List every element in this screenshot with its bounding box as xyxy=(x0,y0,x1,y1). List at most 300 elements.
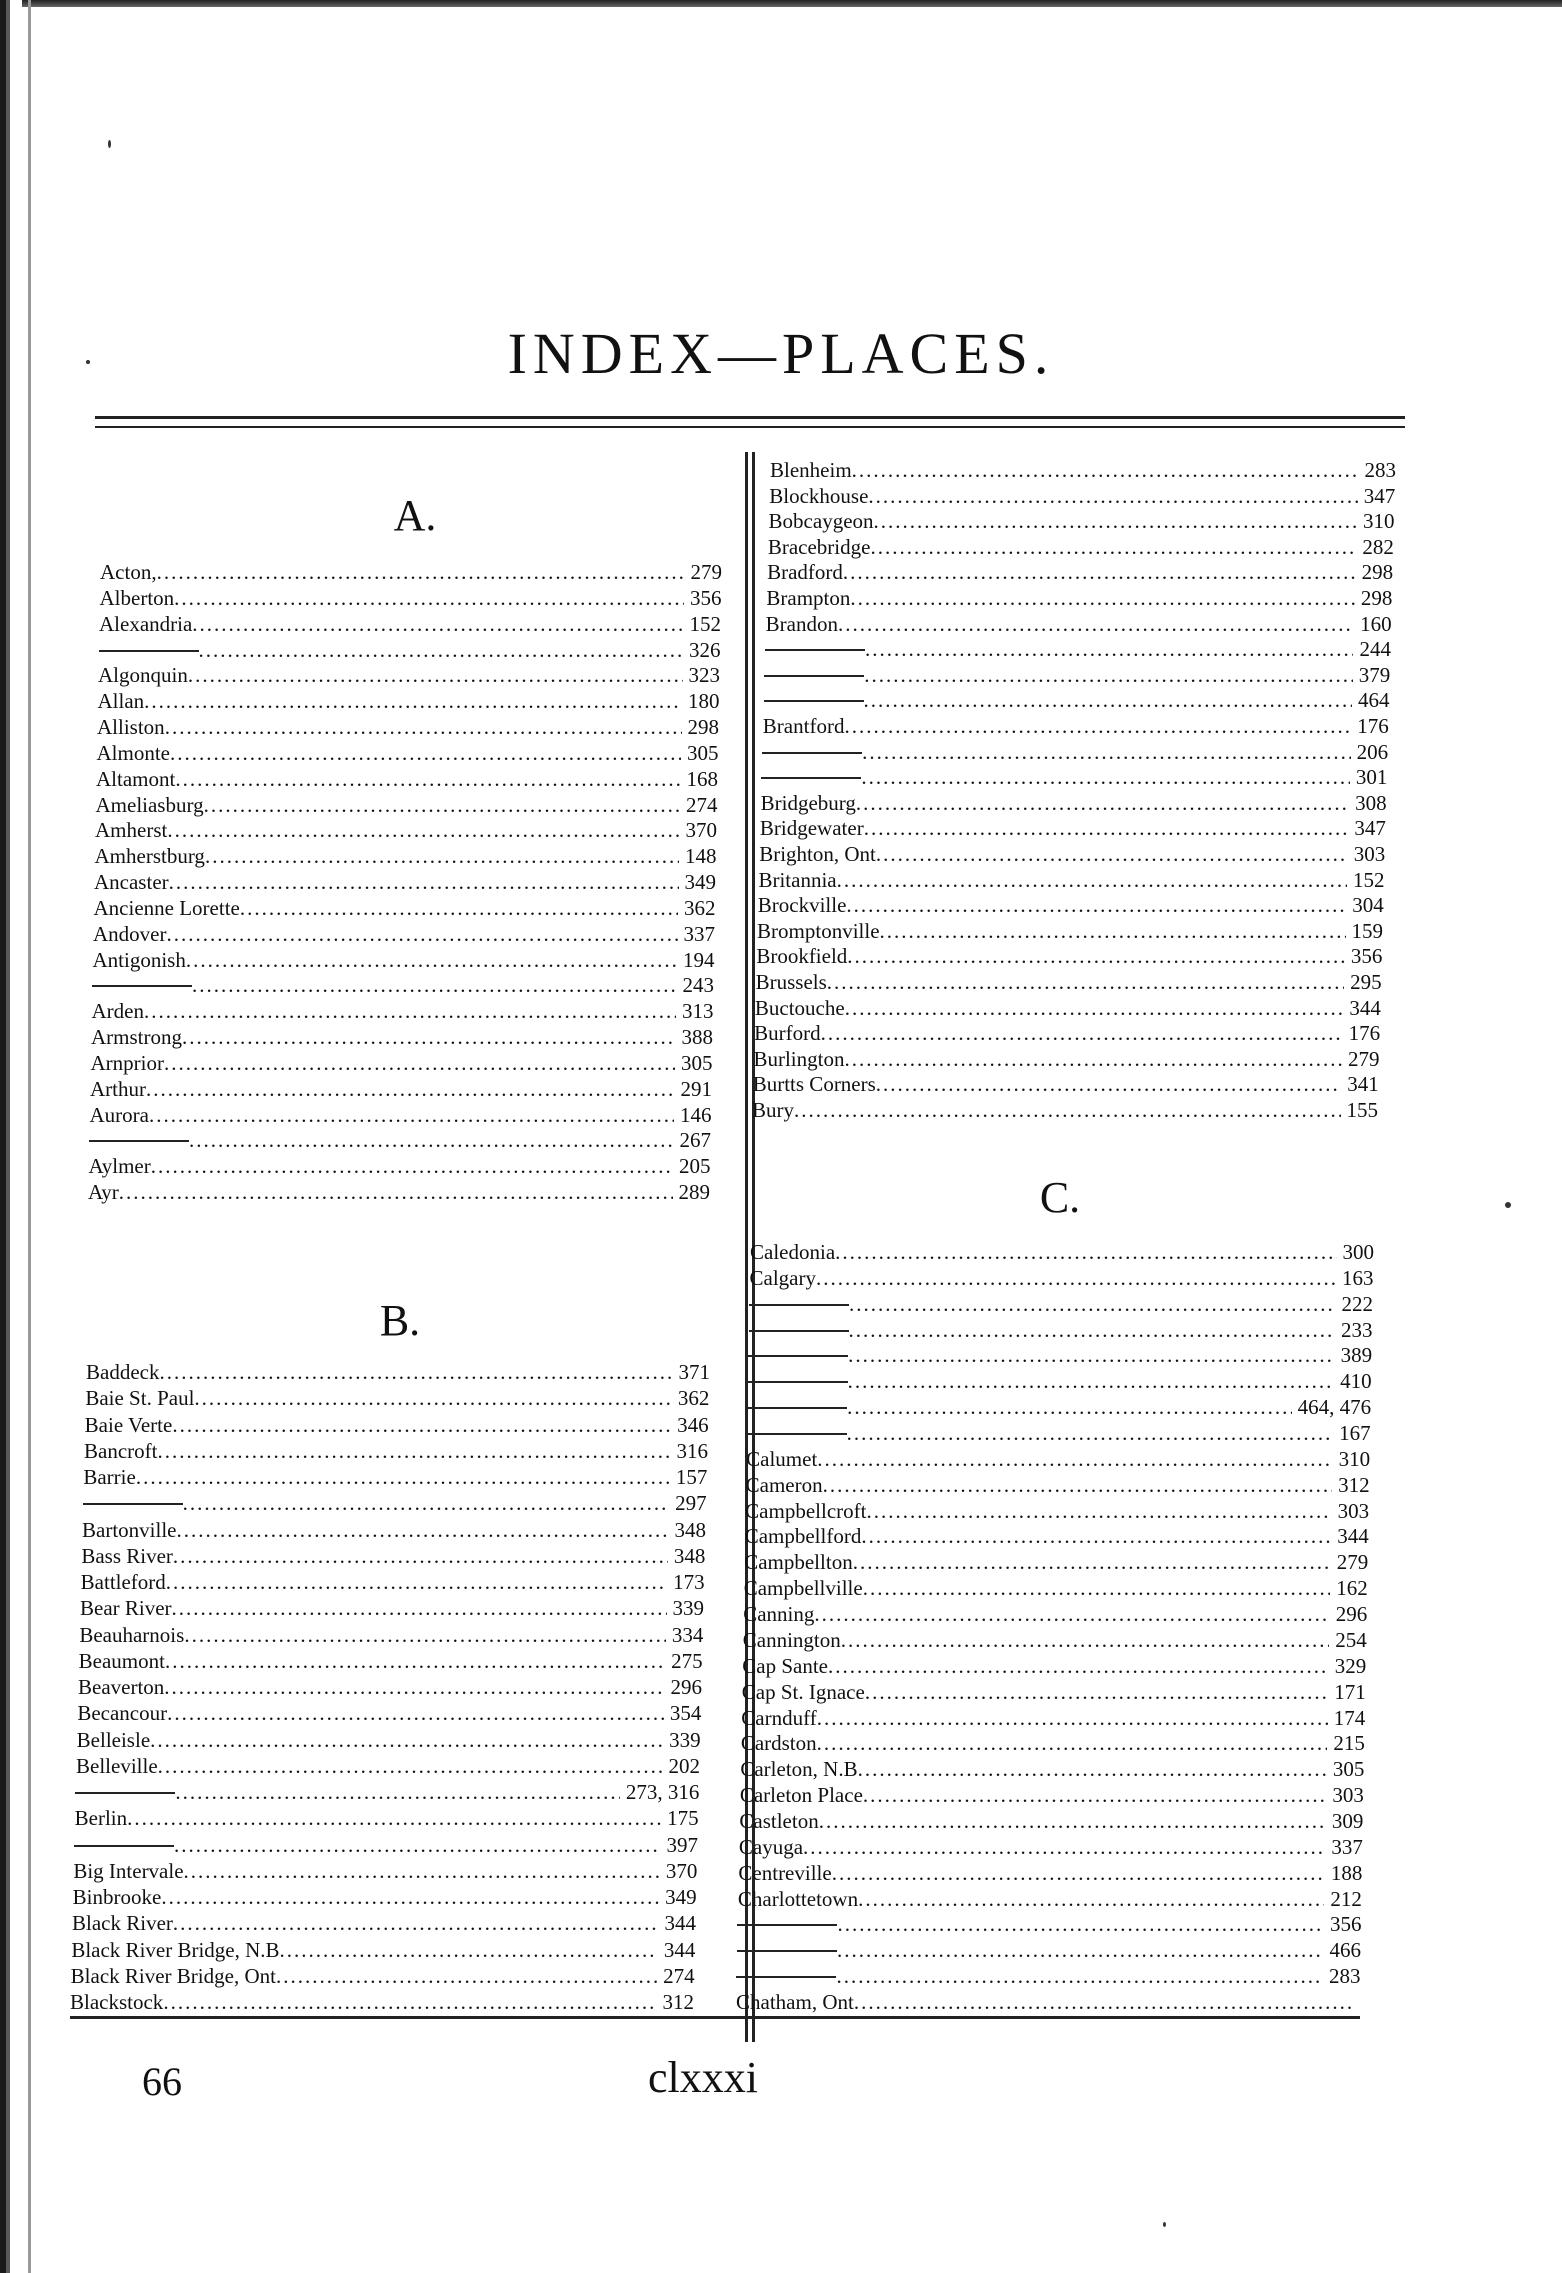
print-speck xyxy=(1505,1202,1511,1208)
page-reference: 152 xyxy=(689,611,721,636)
print-speck xyxy=(1163,2222,1166,2227)
leader-dots xyxy=(858,1887,1324,1912)
page-reference: 349 xyxy=(684,870,716,894)
bottom-rule xyxy=(70,2016,1360,2019)
ditto-dash xyxy=(762,752,862,754)
index-entry xyxy=(97,741,719,766)
place-name: Black River Bridge, N.B xyxy=(71,1937,280,1962)
place-name: Alexandria xyxy=(99,611,193,636)
place-name: Arthur xyxy=(90,1076,146,1101)
place-name: Bradford xyxy=(767,560,843,585)
index-entry xyxy=(98,663,720,688)
leader-dots xyxy=(863,1576,1331,1601)
place-name: Barrie xyxy=(83,1465,136,1489)
place-name: Calumet xyxy=(746,1446,818,1471)
index-entry xyxy=(769,484,1395,509)
index-entry xyxy=(764,688,1390,713)
ditto-dash xyxy=(747,1433,847,1435)
page-reference: 305 xyxy=(687,740,719,765)
index-entry xyxy=(95,818,717,843)
page-reference: 347 xyxy=(1363,483,1396,508)
leader-dots xyxy=(151,1154,673,1179)
page-reference: 316 xyxy=(676,1438,708,1463)
page-reference: 339 xyxy=(669,1727,701,1752)
index-entry xyxy=(93,948,715,973)
index-entry xyxy=(91,1025,713,1050)
index-entry xyxy=(90,1103,712,1128)
index-entry xyxy=(743,1628,1367,1653)
page-reference: 296 xyxy=(670,1675,702,1699)
index-entry xyxy=(95,844,717,869)
leader-dots xyxy=(164,1675,664,1700)
page-reference: 466 xyxy=(1329,1938,1361,1963)
leader-dots xyxy=(192,973,677,998)
index-entry xyxy=(766,586,1392,611)
page-reference: 274 xyxy=(663,1963,695,1988)
index-entry xyxy=(736,1990,1360,2015)
index-entry xyxy=(83,1465,707,1490)
index-entry xyxy=(744,1576,1368,1601)
ditto-dash xyxy=(748,1381,848,1383)
leader-dots xyxy=(167,818,679,843)
place-name: Campbellford xyxy=(744,1524,862,1549)
index-entry xyxy=(746,1473,1370,1498)
place-name: Belleisle xyxy=(76,1727,151,1752)
place-name: Campbellcroft xyxy=(745,1498,867,1523)
place-name: Bobcaygeon xyxy=(768,509,874,534)
index-entry xyxy=(85,1386,709,1411)
page-reference: 301 xyxy=(1355,765,1388,790)
page-reference: 206 xyxy=(1356,739,1389,764)
place-name: Bear River xyxy=(80,1596,172,1621)
place-name: Blackstock xyxy=(70,1990,164,2014)
leader-dots xyxy=(119,1180,673,1205)
leader-dots xyxy=(837,1938,1324,1963)
place-name: Beauharnois xyxy=(79,1622,185,1647)
leader-dots xyxy=(847,1421,1334,1446)
place-name: Calgary xyxy=(749,1265,816,1290)
leader-dots xyxy=(854,1990,1354,2015)
index-entry xyxy=(753,1072,1379,1097)
index-entry xyxy=(747,1421,1371,1446)
section-heading-c: C. xyxy=(1039,1173,1081,1222)
page-number-left: 66 xyxy=(142,2059,182,2104)
index-entry xyxy=(73,1885,697,1910)
page-reference: 167 xyxy=(1339,1421,1371,1446)
page-reference: 176 xyxy=(1357,714,1389,738)
page-reference: 308 xyxy=(1355,790,1387,815)
index-entry xyxy=(75,1780,699,1805)
page-reference: 233 xyxy=(1341,1317,1373,1342)
index-entry xyxy=(97,715,719,740)
place-name: Aurora xyxy=(89,1102,149,1127)
leader-dots xyxy=(876,842,1348,867)
place-name: Bromptonville xyxy=(757,918,880,943)
section-heading-b: B. xyxy=(379,1296,421,1345)
index-entry xyxy=(99,612,721,637)
leader-dots xyxy=(183,1491,670,1516)
page-reference: 339 xyxy=(672,1596,704,1621)
page-reference: 303 xyxy=(1353,842,1386,866)
place-name: Beaverton xyxy=(78,1675,165,1699)
leader-dots xyxy=(817,1706,1328,1731)
page-reference: 222 xyxy=(1341,1291,1374,1316)
leader-dots xyxy=(861,765,1350,790)
page-reference: 356 xyxy=(1350,944,1383,969)
leader-dots xyxy=(146,1077,675,1102)
leader-dots xyxy=(280,1938,658,1963)
page-reference: 267 xyxy=(679,1128,711,1153)
ditto-dash xyxy=(89,1140,189,1142)
leader-dots xyxy=(866,1499,1331,1524)
place-name: Cardston xyxy=(740,1731,817,1756)
place-name: Ayr xyxy=(88,1180,119,1204)
leader-dots xyxy=(175,767,680,792)
ditto-dash xyxy=(83,1503,183,1505)
page-reference: 397 xyxy=(666,1832,698,1857)
page-reference: 362 xyxy=(684,895,716,920)
index-entry xyxy=(73,1859,697,1884)
page-reference: 296 xyxy=(1335,1602,1368,1627)
ditto-dash xyxy=(99,650,199,652)
leader-dots xyxy=(843,560,1356,585)
page-reference: 348 xyxy=(674,1517,706,1542)
page-reference: 464, 476 xyxy=(1297,1395,1372,1420)
ditto-dash xyxy=(747,1407,847,1409)
index-entry xyxy=(79,1623,703,1648)
ditto-dash xyxy=(92,985,192,987)
leader-dots xyxy=(836,1964,1323,1989)
index-entry xyxy=(760,816,1386,841)
page-reference: 300 xyxy=(1342,1240,1374,1264)
place-name: Burlington xyxy=(753,1046,845,1071)
page-reference: 298 xyxy=(687,715,719,739)
page-reference: 388 xyxy=(681,1025,713,1049)
place-name: Antigonish xyxy=(92,947,186,972)
leader-dots xyxy=(186,948,677,973)
page-reference: 346 xyxy=(677,1412,709,1437)
place-name: Castleton xyxy=(739,1808,819,1833)
index-entry xyxy=(70,1990,694,2015)
page-reference: 279 xyxy=(690,560,722,584)
index-entry xyxy=(744,1550,1368,1575)
index-entry xyxy=(747,1395,1371,1420)
place-name: Black River Bridge, Ont xyxy=(70,1963,276,1988)
place-name: Brookfield xyxy=(756,944,848,969)
index-entry xyxy=(89,1128,711,1153)
place-name: Bartonville xyxy=(82,1517,177,1542)
place-name: Algonquin xyxy=(98,663,188,688)
page-reference: 348 xyxy=(673,1543,706,1568)
index-entry xyxy=(96,793,718,818)
place-name: Charlottetown xyxy=(737,1886,859,1911)
leader-dots xyxy=(838,612,1354,637)
ditto-dash xyxy=(737,1950,837,1952)
page-reference: 304 xyxy=(1352,893,1384,918)
leader-dots xyxy=(240,896,678,921)
leader-dots xyxy=(850,586,1355,611)
place-name: Ameliasburg xyxy=(95,792,204,817)
place-name: Cayuga xyxy=(738,1834,804,1859)
page-reference: 148 xyxy=(685,844,717,869)
leader-dots xyxy=(157,1439,670,1464)
place-name: Canning xyxy=(743,1602,815,1627)
place-name: Chatham, Ont xyxy=(736,1990,854,2014)
roman-page-number: clxxxi xyxy=(648,2053,758,2102)
place-name: Belleville xyxy=(76,1753,158,1778)
index-entry xyxy=(71,1938,695,1963)
leader-dots xyxy=(849,1292,1336,1317)
leader-dots xyxy=(816,1266,1336,1291)
page-reference xyxy=(1354,1990,1360,2015)
page-reference: 344 xyxy=(663,1937,696,1962)
index-entry xyxy=(737,1938,1361,1963)
ditto-dash xyxy=(748,1355,848,1357)
page-reference: 171 xyxy=(1334,1679,1366,1704)
leader-dots xyxy=(870,535,1356,560)
page-reference: 254 xyxy=(1335,1627,1367,1652)
ditto-dash xyxy=(764,700,864,702)
page-reference: 188 xyxy=(1330,1860,1363,1885)
page-reference: 168 xyxy=(686,766,718,791)
index-entry xyxy=(94,870,716,895)
page-reference: 389 xyxy=(1340,1343,1373,1368)
page-reference: 283 xyxy=(1364,458,1396,482)
leader-dots xyxy=(144,999,676,1024)
leader-dots xyxy=(149,1103,674,1128)
index-entry xyxy=(766,612,1392,637)
print-speck xyxy=(108,140,111,148)
leader-dots xyxy=(876,1072,1341,1097)
leader-dots xyxy=(856,791,1349,816)
page-reference: 344 xyxy=(664,1911,696,1936)
index-entry xyxy=(93,922,715,947)
page-reference: 370 xyxy=(685,818,717,843)
place-name: Caledonia xyxy=(750,1240,836,1264)
leader-dots xyxy=(865,637,1354,662)
leader-dots xyxy=(803,1835,1325,1860)
place-name: Altamont xyxy=(96,766,176,791)
leader-dots xyxy=(794,1098,1341,1123)
index-entry xyxy=(739,1835,1363,1860)
index-entry xyxy=(742,1654,1366,1679)
leader-dots xyxy=(832,1861,1325,1886)
index-entry xyxy=(746,1447,1370,1472)
index-entry xyxy=(92,973,714,998)
place-name: Buctouche xyxy=(754,995,845,1020)
leader-dots xyxy=(184,1623,666,1648)
leader-dots xyxy=(157,560,685,585)
place-name: Brampton xyxy=(766,586,851,610)
leader-dots xyxy=(204,793,680,818)
place-name: Amherstburg xyxy=(94,844,205,869)
place-name: Burford xyxy=(754,1021,821,1046)
page-reference: 205 xyxy=(679,1154,711,1179)
index-entry xyxy=(83,1491,707,1516)
place-name: Ancaster xyxy=(94,870,169,894)
leader-dots xyxy=(868,484,1357,509)
leader-dots xyxy=(144,689,682,714)
index-entry xyxy=(742,1680,1366,1705)
place-name: Burtts Corners xyxy=(752,1072,876,1097)
index-entry xyxy=(737,1912,1361,1937)
place-name: Becancour xyxy=(77,1701,168,1726)
place-name: Blenheim xyxy=(770,458,852,482)
index-entry xyxy=(759,842,1385,867)
index-entry xyxy=(765,637,1391,662)
leader-dots xyxy=(127,1806,661,1831)
index-entry xyxy=(749,1318,1373,1343)
place-name: Bass River xyxy=(81,1543,173,1568)
place-name: Carnduff xyxy=(741,1705,817,1730)
index-entry xyxy=(85,1413,709,1438)
page-reference: 310 xyxy=(1338,1446,1371,1471)
leader-dots xyxy=(817,1447,1332,1472)
page-reference: 379 xyxy=(1358,662,1391,687)
index-entry xyxy=(96,767,718,792)
place-name: Carleton Place xyxy=(739,1783,863,1808)
page-reference: 323 xyxy=(688,663,720,688)
index-entry xyxy=(753,1047,1379,1072)
page-edge-top xyxy=(0,0,1562,7)
page-reference: 175 xyxy=(667,1806,699,1831)
ditto-dash xyxy=(749,1304,849,1306)
leader-dots xyxy=(167,1701,664,1726)
place-name: Amherst xyxy=(95,818,168,843)
page-reference: 291 xyxy=(680,1076,712,1101)
index-entry xyxy=(77,1701,701,1726)
index-entry xyxy=(752,1098,1378,1123)
index-entry xyxy=(80,1596,704,1621)
leader-dots xyxy=(161,1885,659,1910)
index-entry xyxy=(71,1964,695,1989)
leader-dots xyxy=(837,868,1347,893)
index-entry xyxy=(94,896,716,921)
leader-dots xyxy=(164,1051,675,1076)
page-reference: 273, 316 xyxy=(625,1780,700,1804)
leader-dots xyxy=(814,1602,1329,1627)
index-entry xyxy=(745,1499,1369,1524)
page-reference: 305 xyxy=(1332,1757,1365,1782)
page-reference: 464 xyxy=(1358,688,1390,713)
place-name: Carleton, N.B xyxy=(740,1757,858,1782)
leader-dots xyxy=(841,1628,1330,1653)
leader-dots xyxy=(863,1783,1326,1808)
place-name: Cameron xyxy=(745,1472,823,1497)
place-name: Brussels xyxy=(755,970,827,994)
place-name: Bancroft xyxy=(84,1438,158,1463)
leader-dots xyxy=(844,1047,1341,1072)
index-entry xyxy=(767,560,1393,585)
place-name: Britannia xyxy=(758,867,837,892)
index-entry xyxy=(81,1544,705,1569)
page-reference: 176 xyxy=(1348,1021,1381,1046)
place-name: Arden xyxy=(91,999,144,1024)
place-name: Battleford xyxy=(80,1570,166,1594)
leader-dots xyxy=(165,715,682,740)
leader-dots xyxy=(205,844,679,869)
leader-dots xyxy=(865,1680,1328,1705)
index-entry xyxy=(749,1292,1373,1317)
leader-dots xyxy=(182,1025,676,1050)
place-name: Brighton, Ont xyxy=(759,842,876,866)
index-entry xyxy=(738,1887,1362,1912)
index-entry xyxy=(741,1706,1365,1731)
page-reference: 344 xyxy=(1337,1524,1369,1549)
leader-dots xyxy=(861,1524,1331,1549)
leader-dots xyxy=(172,1413,671,1438)
leader-dots xyxy=(194,1386,671,1411)
index-entry xyxy=(756,944,1382,969)
place-name: Campbellville xyxy=(743,1576,863,1601)
place-name: Allan xyxy=(97,689,145,714)
leader-dots xyxy=(827,970,1344,995)
leader-dots xyxy=(159,1360,672,1385)
ditto-dash xyxy=(74,1845,174,1847)
index-entry xyxy=(768,535,1394,560)
index-entry xyxy=(756,970,1382,995)
index-entry xyxy=(745,1524,1369,1549)
leader-dots xyxy=(158,1754,663,1779)
place-name: Baie St. Paul xyxy=(85,1386,195,1411)
place-name: Cap St. Ignace xyxy=(741,1679,865,1704)
page-reference: 310 xyxy=(1363,509,1395,534)
leader-dots xyxy=(192,612,683,637)
page-reference: 347 xyxy=(1354,816,1386,841)
ditto-dash xyxy=(737,1924,837,1926)
index-entry xyxy=(761,765,1387,790)
page-reference: 289 xyxy=(678,1180,710,1204)
index-entry xyxy=(769,509,1395,534)
place-name: Centreville xyxy=(738,1860,832,1885)
leader-dots xyxy=(874,509,1358,534)
index-entry xyxy=(754,1021,1380,1046)
leader-dots xyxy=(174,1833,661,1858)
place-name: Baddeck xyxy=(86,1360,160,1384)
page-reference: 344 xyxy=(1349,995,1381,1020)
page-reference: 275 xyxy=(671,1648,703,1673)
page-reference: 244 xyxy=(1359,637,1391,662)
place-name: Berlin xyxy=(74,1806,128,1831)
page-reference: 173 xyxy=(673,1570,705,1594)
place-name: Bridgeburg xyxy=(760,790,856,815)
leader-dots xyxy=(849,1318,1336,1343)
place-name: Brantford xyxy=(762,714,845,738)
leader-dots xyxy=(184,1859,660,1884)
page-reference: 215 xyxy=(1333,1731,1365,1756)
ditto-dash xyxy=(736,1976,836,1978)
page-reference: 279 xyxy=(1347,1046,1380,1071)
ditto-dash xyxy=(764,675,864,677)
page-reference: 303 xyxy=(1332,1783,1364,1808)
place-name: Almonte xyxy=(96,740,170,765)
index-entry xyxy=(741,1731,1365,1756)
leader-dots xyxy=(847,944,1345,969)
page-reference: 370 xyxy=(665,1858,698,1883)
index-entry xyxy=(757,919,1383,944)
page-reference: 295 xyxy=(1350,970,1382,994)
leader-dots xyxy=(845,996,1344,1021)
place-name: Big Intervale xyxy=(73,1858,184,1883)
index-entry xyxy=(100,586,722,611)
place-name: Bracebridge xyxy=(767,534,871,559)
index-entry xyxy=(755,996,1381,1021)
page-reference: 309 xyxy=(1331,1808,1364,1833)
index-entry xyxy=(750,1266,1374,1291)
print-speck xyxy=(86,360,90,364)
leader-dots xyxy=(864,663,1353,688)
page-reference: 349 xyxy=(665,1885,697,1909)
